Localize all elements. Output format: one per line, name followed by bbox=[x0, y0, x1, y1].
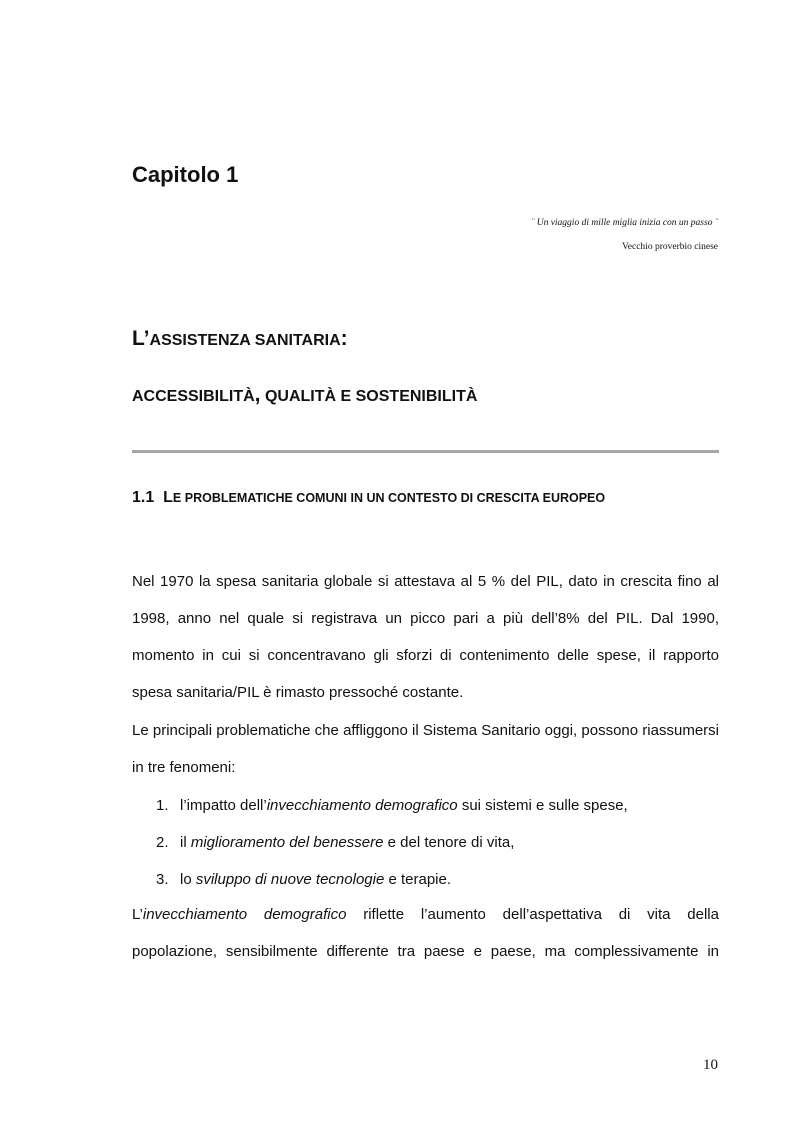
paragraph-3-after: riflette l’aumento dell’aspettativa di vita della popolazione, sensibilmente differente tra paese e paese, ma complessivamente in bbox=[132, 906, 719, 960]
list-number: 1. bbox=[156, 797, 169, 814]
list-number: 3. bbox=[156, 871, 169, 888]
epigraph-source: Vecchio proverbio cinese bbox=[621, 242, 718, 252]
paragraph-3 bbox=[132, 896, 719, 970]
list-text-before: lo bbox=[180, 871, 196, 888]
title-divider bbox=[132, 450, 719, 453]
list-text-before: il bbox=[180, 834, 191, 851]
section-initial: L bbox=[163, 489, 173, 506]
list-text-italic: miglioramento del benessere bbox=[190, 834, 384, 851]
chapter-heading: Capitolo 1 bbox=[132, 162, 239, 187]
title-colon: : bbox=[340, 327, 348, 350]
chapter-title-line1 bbox=[132, 327, 348, 351]
list-text bbox=[180, 824, 514, 861]
list-item bbox=[156, 824, 628, 861]
list-text-before: l’impatto dell’ bbox=[180, 797, 267, 814]
title2-comma: , bbox=[254, 383, 261, 406]
title-initial: L’ bbox=[132, 327, 150, 350]
section-title-rest: E PROBLEMATICHE COMUNI IN UN CONTESTO DI CRESCITA EUROPEO bbox=[172, 491, 606, 505]
paragraph-1: Nel 1970 la spesa sanitaria globale si attestava al 5 % del PIL, dato in crescita fino al 1998, anno nel quale si registrava un picco pari a più dell’8% del PIL. Dal 1990, momento in cui si concentravano gli sforzi di contenimento delle spese, il rapporto spesa sanitaria/PIL è rimasto pressoché costante. bbox=[132, 573, 719, 701]
list-item bbox=[156, 787, 628, 824]
list-text bbox=[180, 787, 628, 824]
list-text-italic: invecchiamento demografico bbox=[266, 797, 458, 814]
list-text-after: e del tenore di vita, bbox=[383, 834, 515, 851]
list-item bbox=[156, 861, 628, 898]
paragraph-3-before: L’ bbox=[132, 906, 143, 923]
epigraph-quote: ¨ Un viaggio di mille miglia inizia con un passo ¨ bbox=[531, 218, 718, 228]
section-heading bbox=[132, 489, 605, 507]
list-text-after: sui sistemi e sulle spese, bbox=[457, 797, 628, 814]
list-text-after: e terapie. bbox=[384, 871, 452, 888]
paragraph-3-italic: invecchiamento demografico bbox=[142, 906, 347, 923]
list-text bbox=[180, 861, 451, 898]
title-rest: ASSISTENZA SANITARIA bbox=[149, 332, 341, 349]
section-number: 1.1 bbox=[132, 489, 155, 506]
list-number: 2. bbox=[156, 834, 169, 851]
title2-part2: QUALITÀ E SOSTENIBILITÀ bbox=[260, 388, 478, 405]
chapter-title-line2 bbox=[132, 383, 477, 407]
problem-list bbox=[156, 787, 628, 898]
title2-part1: ACCESSIBILITÀ bbox=[132, 388, 255, 405]
paragraph-2: Le principali problematiche che affliggono il Sistema Sanitario oggi, possono riassumersi in tre fenomeni: bbox=[132, 722, 719, 776]
list-text-italic: sviluppo di nuove tecnologie bbox=[195, 871, 385, 888]
page-number: 10 bbox=[703, 1057, 718, 1073]
